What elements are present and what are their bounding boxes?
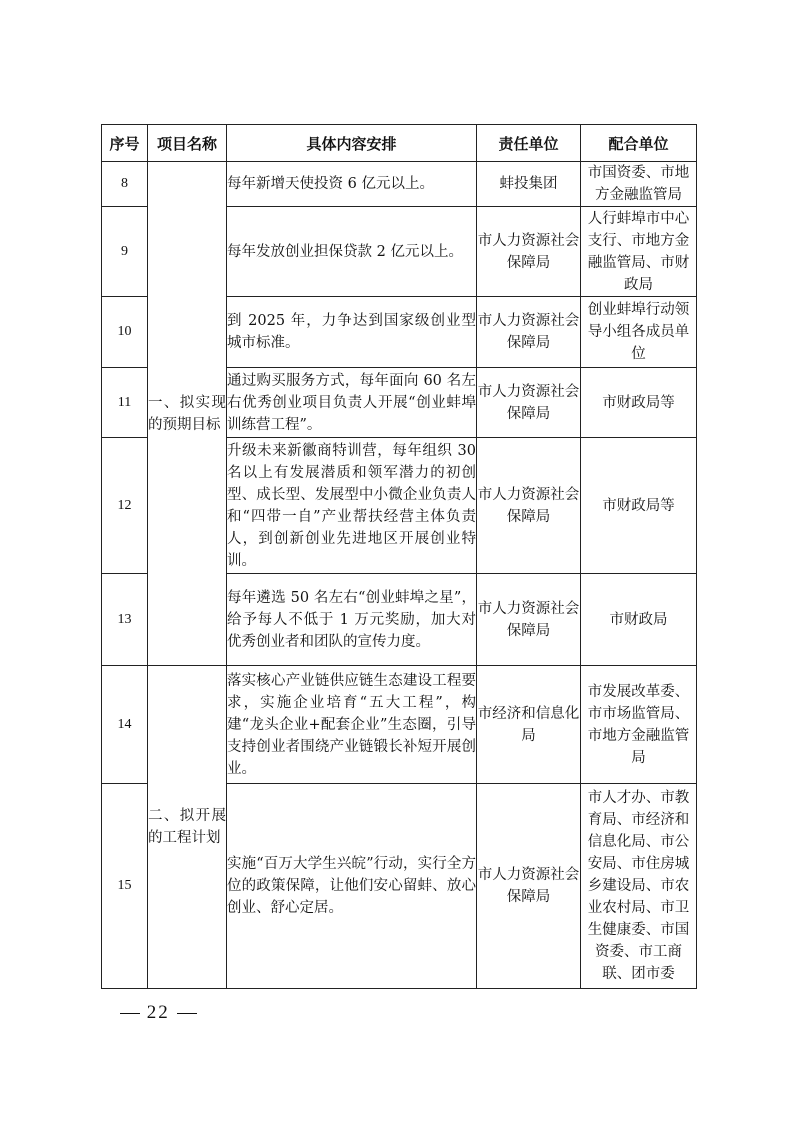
row-content: 通过购买服务方式，每年面向 60 名左右优秀创业项目负责人开展“创业蚌埠训练营工程”。 <box>227 368 477 438</box>
row-content: 升级未来新徽商特训营，每年组织 30 名以上有发展潜质和领军潜力的初创型、成长型、发展型中小微企业负责人和“四带一自”产业帮扶经营主体负责人，到创新创业先进地区开展创业特训。 <box>227 438 477 574</box>
row-content: 落实核心产业链供应链生态建设工程要求，实施企业培育“五大工程”，构建“龙头企业+配套企业”生态圈，引导支持创业者围绕产业链锻长补短开展创业。 <box>227 666 477 784</box>
row-serial: 12 <box>102 438 148 574</box>
row-serial: 9 <box>102 207 148 297</box>
row-cooperating: 市财政局 <box>581 574 697 666</box>
row-serial: 8 <box>102 162 148 207</box>
plan-table <box>101 124 697 989</box>
header-content: 具体内容安排 <box>227 125 477 162</box>
row-content: 每年发放创业担保贷款 2 亿元以上。 <box>227 207 477 297</box>
row-responsible: 市人力资源社会保障局 <box>477 368 581 438</box>
group-name-expected-goals: 一、拟实现的预期目标 <box>148 162 227 666</box>
table-row <box>102 162 697 207</box>
header-project-name: 项目名称 <box>148 125 227 162</box>
header-responsible-unit: 责任单位 <box>477 125 581 162</box>
header-serial: 序号 <box>102 125 148 162</box>
row-serial: 15 <box>102 784 148 989</box>
group-name-engineering-plans: 二、拟开展的工程计划 <box>148 666 227 989</box>
row-responsible: 市经济和信息化局 <box>477 666 581 784</box>
row-serial: 10 <box>102 297 148 368</box>
dash-right <box>177 1013 197 1014</box>
row-serial: 11 <box>102 368 148 438</box>
row-cooperating: 市人才办、市教育局、市经济和信息化局、市公安局、市住房城乡建设局、市农业农村局、市卫生健康委、市国资委、市工商联、团市委 <box>581 784 697 989</box>
header-cooperating-unit: 配合单位 <box>581 125 697 162</box>
page-number <box>120 1002 197 1024</box>
row-cooperating: 市发展改革委、市市场监管局、市地方金融监管局 <box>581 666 697 784</box>
row-content: 每年遴选 50 名左右“创业蚌埠之星”，给予每人不低于 1 万元奖励，加大对优秀创业者和团队的宣传力度。 <box>227 574 477 666</box>
row-content: 每年新增天使投资 6 亿元以上。 <box>227 162 477 207</box>
row-cooperating: 人行蚌埠市中心支行、市地方金融监管局、市财政局 <box>581 207 697 297</box>
row-responsible: 市人力资源社会保障局 <box>477 784 581 989</box>
table-header-row <box>102 125 697 162</box>
row-responsible: 市人力资源社会保障局 <box>477 438 581 574</box>
row-cooperating: 市财政局等 <box>581 438 697 574</box>
row-content: 到 2025 年，力争达到国家级创业型城市标准。 <box>227 297 477 368</box>
row-responsible: 蚌投集团 <box>477 162 581 207</box>
row-serial: 14 <box>102 666 148 784</box>
row-responsible: 市人力资源社会保障局 <box>477 574 581 666</box>
row-cooperating: 市国资委、市地方金融监管局 <box>581 162 697 207</box>
page-number-value: 22 <box>146 1002 170 1023</box>
row-content: 实施“百万大学生兴皖”行动，实行全方位的政策保障，让他们安心留蚌、放心创业、舒心定居。 <box>227 784 477 989</box>
table-row <box>102 666 697 784</box>
row-responsible: 市人力资源社会保障局 <box>477 297 581 368</box>
row-responsible: 市人力资源社会保障局 <box>477 207 581 297</box>
row-cooperating: 市财政局等 <box>581 368 697 438</box>
dash-left <box>120 1013 140 1014</box>
row-serial: 13 <box>102 574 148 666</box>
row-cooperating: 创业蚌埠行动领导小组各成员单位 <box>581 297 697 368</box>
